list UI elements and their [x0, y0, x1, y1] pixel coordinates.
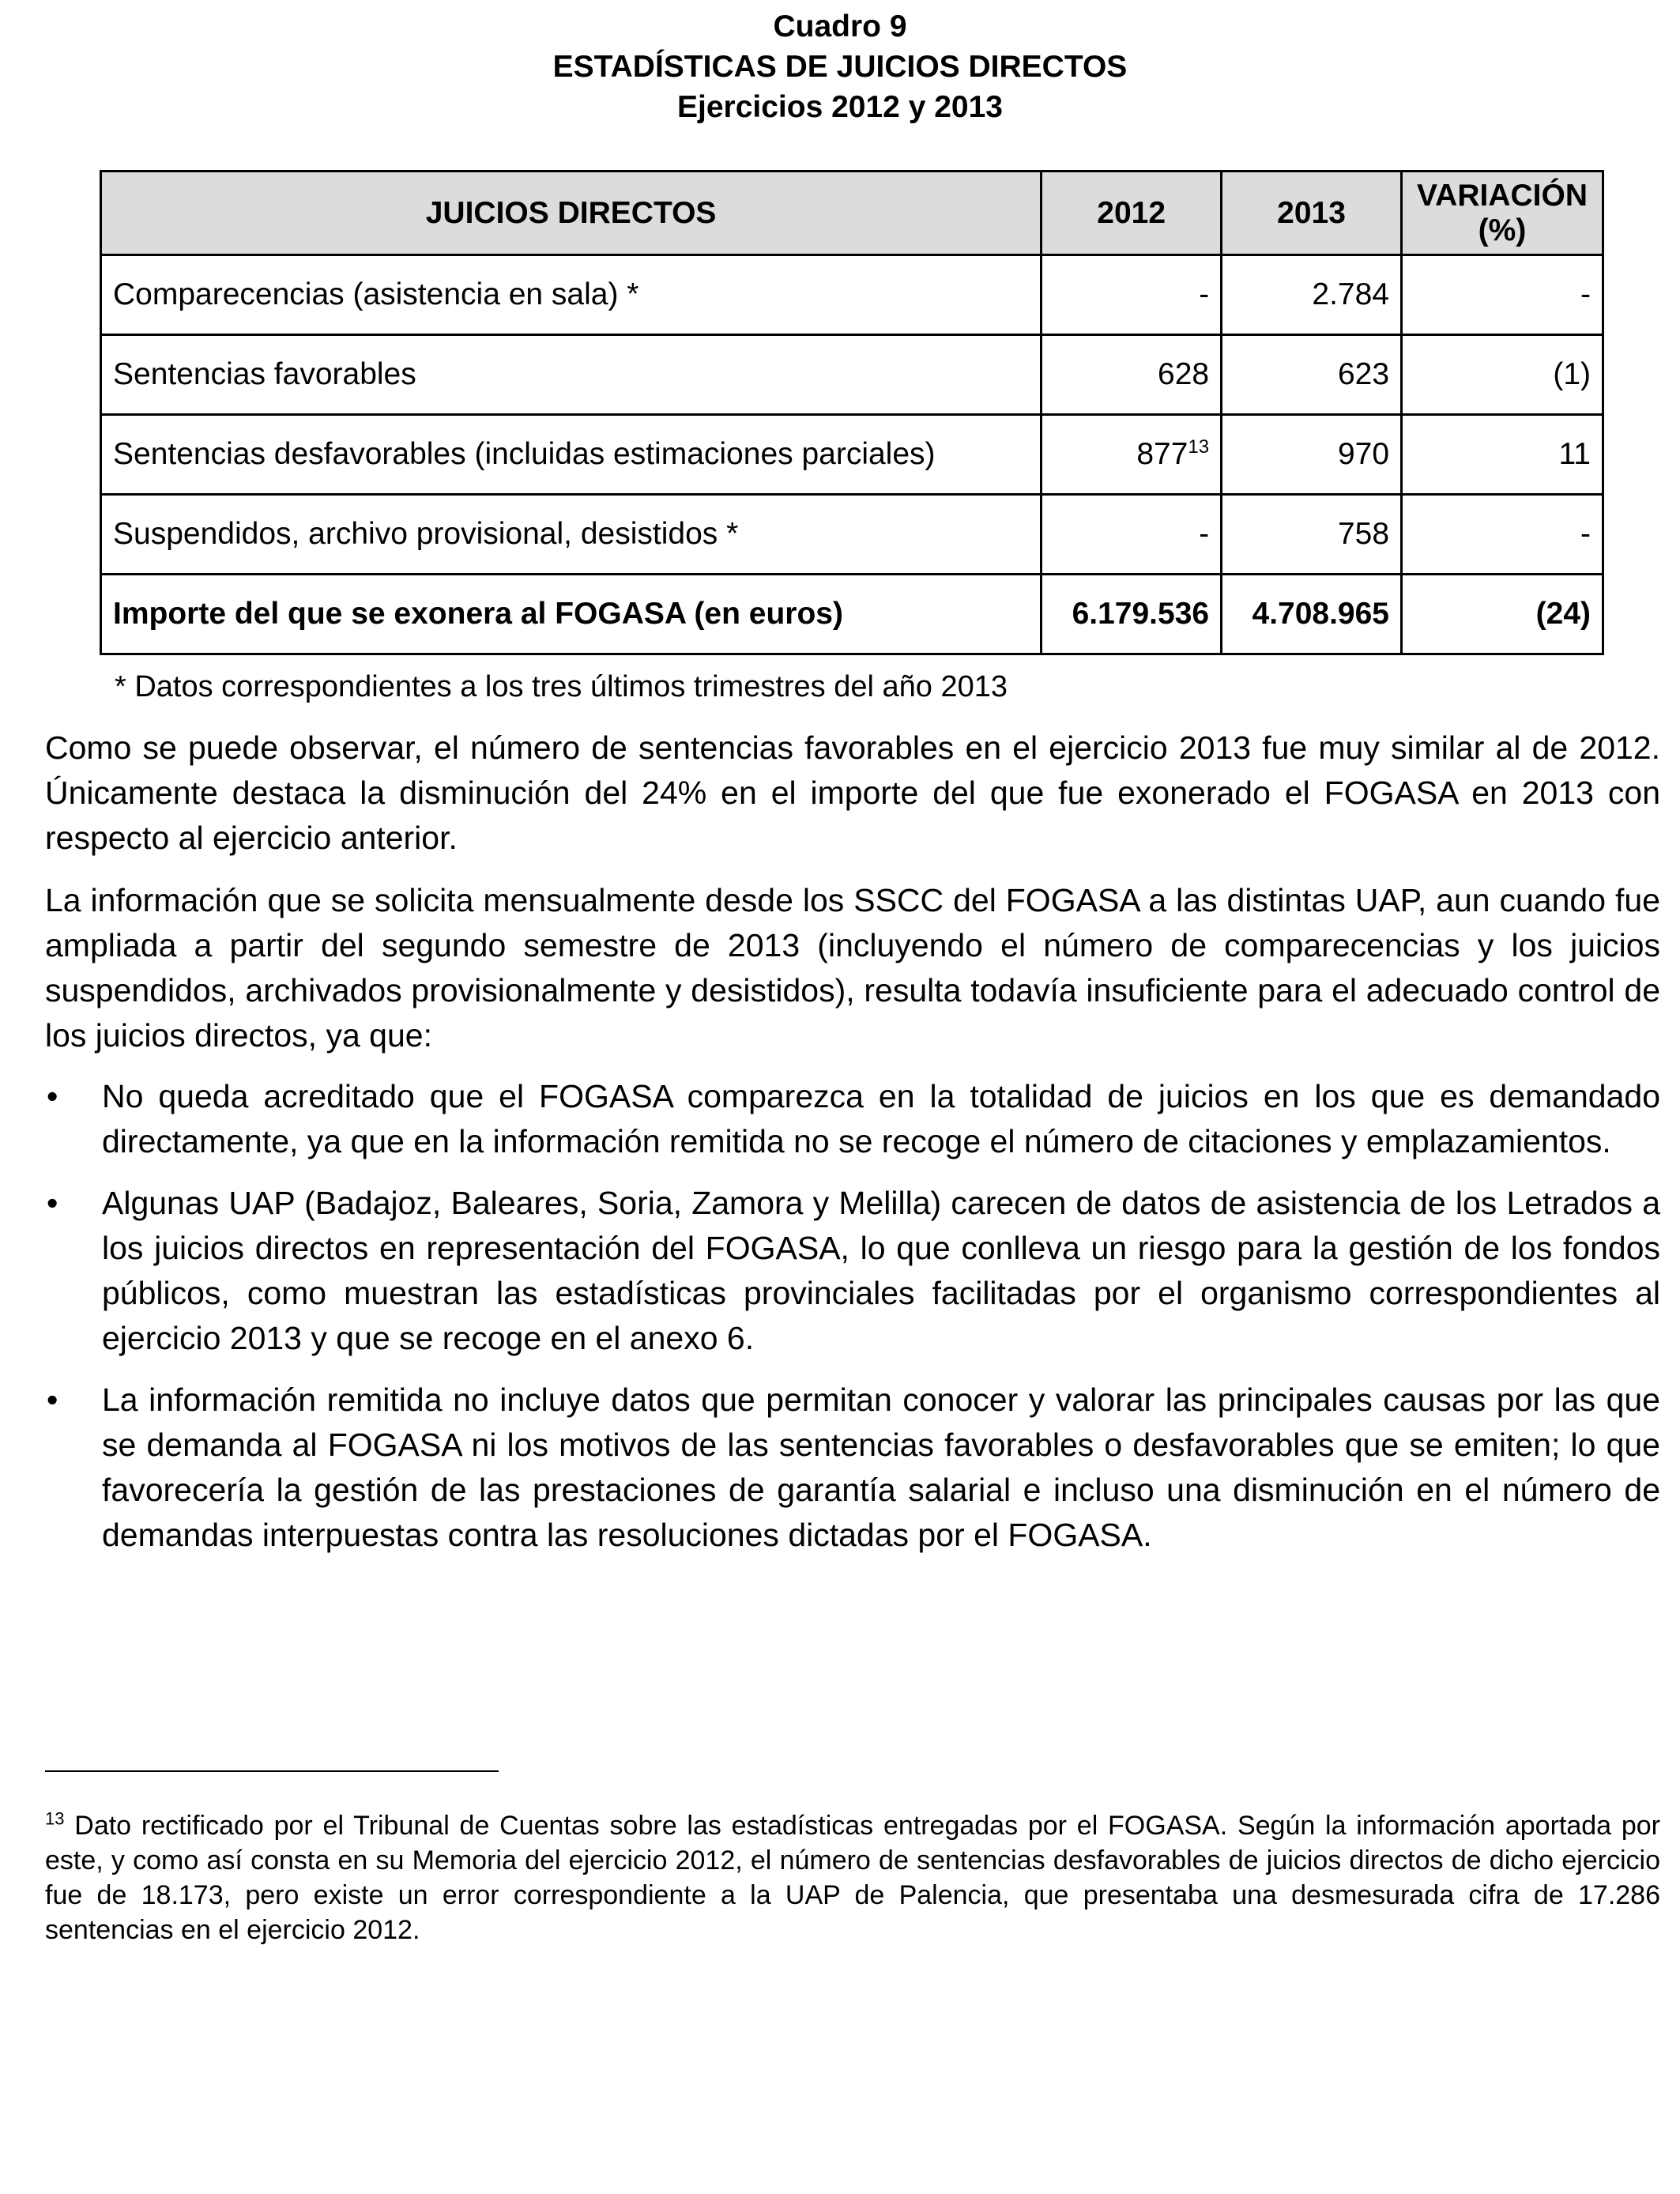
- header-variation-line1: VARIACIÓN: [1417, 178, 1588, 213]
- list-item-text: No queda acreditado que el FOGASA comparezca en la totalidad de juicios en los que es demandado directamente, ya que en la información remitida no se recoge el número de citaciones y emplazamientos.: [102, 1078, 1660, 1159]
- caption-number: Cuadro 9: [773, 9, 907, 43]
- cell-2013: 4.708.965: [1222, 575, 1402, 654]
- row-label: Sentencias favorables: [101, 335, 1042, 415]
- footnote-divider: [45, 1770, 499, 1772]
- cell-2012: -: [1042, 255, 1222, 335]
- table-row-total: [101, 575, 1603, 654]
- header-variation-line2: (%): [1478, 213, 1527, 247]
- cell-2012-value: 877: [1136, 437, 1188, 471]
- bullet-list: [45, 1074, 1660, 1574]
- footnote: [45, 1808, 1660, 1947]
- cell-2012: -: [1042, 495, 1222, 575]
- cell-variation: 11: [1402, 415, 1603, 495]
- row-label: Importe del que se exonera al FOGASA (en euros): [101, 575, 1042, 654]
- table-header-row: [101, 172, 1603, 255]
- footnote-text: Dato rectificado por el Tribunal de Cuentas sobre las estadísticas entregadas por el FOGASA. Según la información aportada por este, y como así consta en su Memoria del ejercicio 2012, el número de sentencias desfavorables de juicios directos de dicho ejercicio fue de 18.173, pero existe un error correspondiente a la UAP de Palencia, que presentaba una desmesurada cifra de 17.286 sentencias en el ejercicio 2012.: [45, 1811, 1660, 1945]
- cell-2013: 623: [1222, 335, 1402, 415]
- bullet-icon: •: [47, 1382, 58, 1418]
- cell-variation: -: [1402, 255, 1603, 335]
- list-item-text: Algunas UAP (Badajoz, Baleares, Soria, Zamora y Melilla) carecen de datos de asistencia de los Letrados a los juicios directos en representación del FOGASA, lo que conlleva un riesgo para la gestión de los fondos públicos, como muestran las estadísticas provinciales facilitadas por el organismo correspondientes al ejercicio 2013 y que se recoge en el anexo 6.: [102, 1185, 1660, 1356]
- body-paragraph-1: Como se puede observar, el número de sentencias favorables en el ejercicio 2013 fue muy similar al de 2012. Únicamente destaca la disminución del 24% en el importe del que fue exonerado el FOGASA en 2013 con respecto al ejercicio anterior.: [45, 729, 1660, 856]
- row-label: Comparecencias (asistencia en sala) *: [101, 255, 1042, 335]
- cell-2013: 758: [1222, 495, 1402, 575]
- cell-variation: -: [1402, 495, 1603, 575]
- cell-2013: 970: [1222, 415, 1402, 495]
- row-label: Sentencias desfavorables (incluidas estimaciones parciales): [101, 415, 1042, 495]
- header-label: JUICIOS DIRECTOS: [101, 172, 1042, 255]
- cell-2012: 628: [1042, 335, 1222, 415]
- table-row: [101, 335, 1603, 415]
- table-row: [101, 255, 1603, 335]
- list-item: [45, 1074, 1660, 1164]
- table-note: * Datos correspondientes a los tres últimos trimestres del año 2013: [115, 670, 1008, 703]
- header-2013: 2013: [1222, 172, 1402, 255]
- cell-variation: (24): [1402, 575, 1603, 654]
- caption-title: ESTADÍSTICAS DE JUICIOS DIRECTOS: [552, 50, 1128, 84]
- cell-2012: [1042, 415, 1222, 495]
- list-item: [45, 1378, 1660, 1558]
- header-2012: 2012: [1042, 172, 1222, 255]
- table-row: [101, 415, 1603, 495]
- footnote-number: 13: [45, 1808, 65, 1829]
- list-item-text: La información remitida no incluye datos que permitan conocer y valorar las principales causas por las que se demanda al FOGASA ni los motivos de las sentencias favorables o desfavorables que se emiten; lo que favorecería la gestión de las prestaciones de garantía salarial e incluso una disminución en el número de demandas interpuestas contra las resoluciones dictadas por el FOGASA.: [102, 1382, 1660, 1553]
- table-row: [101, 495, 1603, 575]
- body-paragraph-2: La información que se solicita mensualmente desde los SSCC del FOGASA a las distintas UAP, aun cuando fue ampliada a partir del segundo semestre de 2013 (incluyendo el número de comparecencias y los juicios suspendidos, archivados provisionalmente y desistidos), resulta todavía insuficiente para el adecuado control de los juicios directos, ya que:: [45, 882, 1660, 1054]
- caption-subtitle: Ejercicios 2012 y 2013: [677, 90, 1003, 124]
- cell-variation: (1): [1402, 335, 1603, 415]
- cell-2013: 2.784: [1222, 255, 1402, 335]
- table-caption: [0, 6, 1680, 127]
- header-variation: [1402, 172, 1603, 255]
- list-item: [45, 1181, 1660, 1361]
- bullet-icon: •: [47, 1185, 58, 1221]
- cell-2012: 6.179.536: [1042, 575, 1222, 654]
- statistics-table: [100, 170, 1604, 655]
- footnote-reference: 13: [1188, 436, 1210, 458]
- row-label: Suspendidos, archivo provisional, desistidos *: [101, 495, 1042, 575]
- bullet-icon: •: [47, 1078, 58, 1114]
